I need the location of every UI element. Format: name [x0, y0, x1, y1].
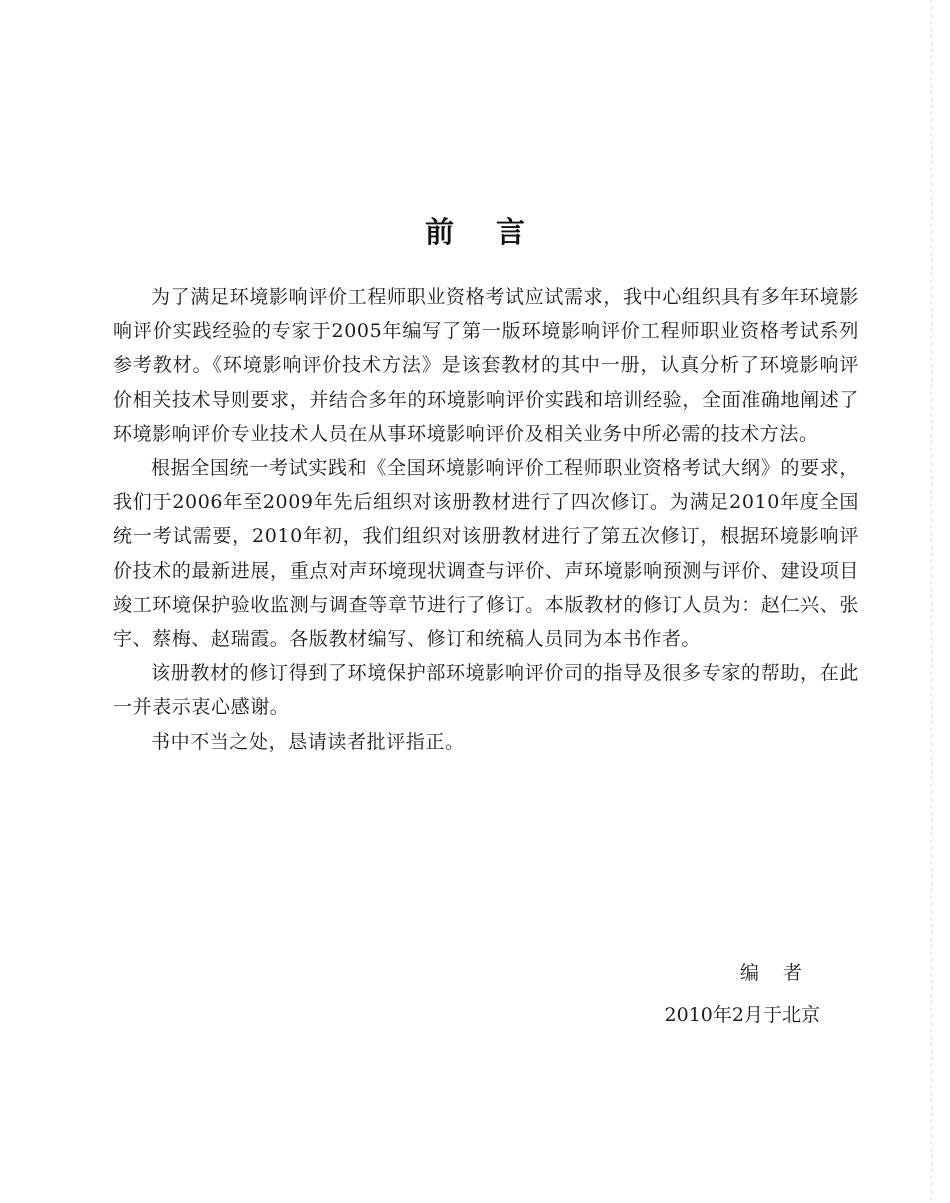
signature-author: 编者: [739, 962, 826, 984]
preface-body: [113, 280, 859, 759]
paragraph-4: 书中不当之处，恳请读者批评指正。: [151, 730, 465, 753]
paragraph-3: 该册教材的修订得到了环境保护部环境影响评价司的指导及很多专家的帮助，在此一并表示衷心感谢。: [113, 662, 859, 719]
page-title: 前言: [424, 215, 567, 250]
paragraph-2: 根据全国统一考试实践和《全国环境影响评价工程师职业资格考试大纲》的要求，我们于2006年至2009年先后组织对该册教材进行了四次修订。为满足2010年度全国统一考试需要，2010年初，我们组织对该册教材进行了第五次修订，根据环境影响评价技术的最新进展，重点对声环境现状调查与评价、声环境影响预测与评价、建设项目竣工环境保护验收监测与调查等章节进行了修订。本版教材的修订人员为：赵仁兴、张宇、蔡梅、赵瑞霞。各版教材编写、修订和统稿人员同为本书作者。: [113, 457, 859, 651]
paragraph-1: 为了满足环境影响评价工程师职业资格考试应试需求，我中心组织具有多年环境影响评价实践经验的专家于2005年编写了第一版环境影响评价工程师职业资格考试系列参考教材。《环境影响评价技术方法》是该套教材的其中一册，认真分析了环境影响评价相关技术导则要求，并结合多年的环境影响评价实践和培训经验，全面准确地阐述了环境影响评价专业技术人员在从事环境影响评价及相关业务中所必需的技术方法。: [113, 286, 859, 445]
scan-edge-line: [931, 0, 932, 1203]
signature-block: [664, 952, 826, 1036]
signature-date: 2010年2月于北京: [664, 1004, 820, 1026]
